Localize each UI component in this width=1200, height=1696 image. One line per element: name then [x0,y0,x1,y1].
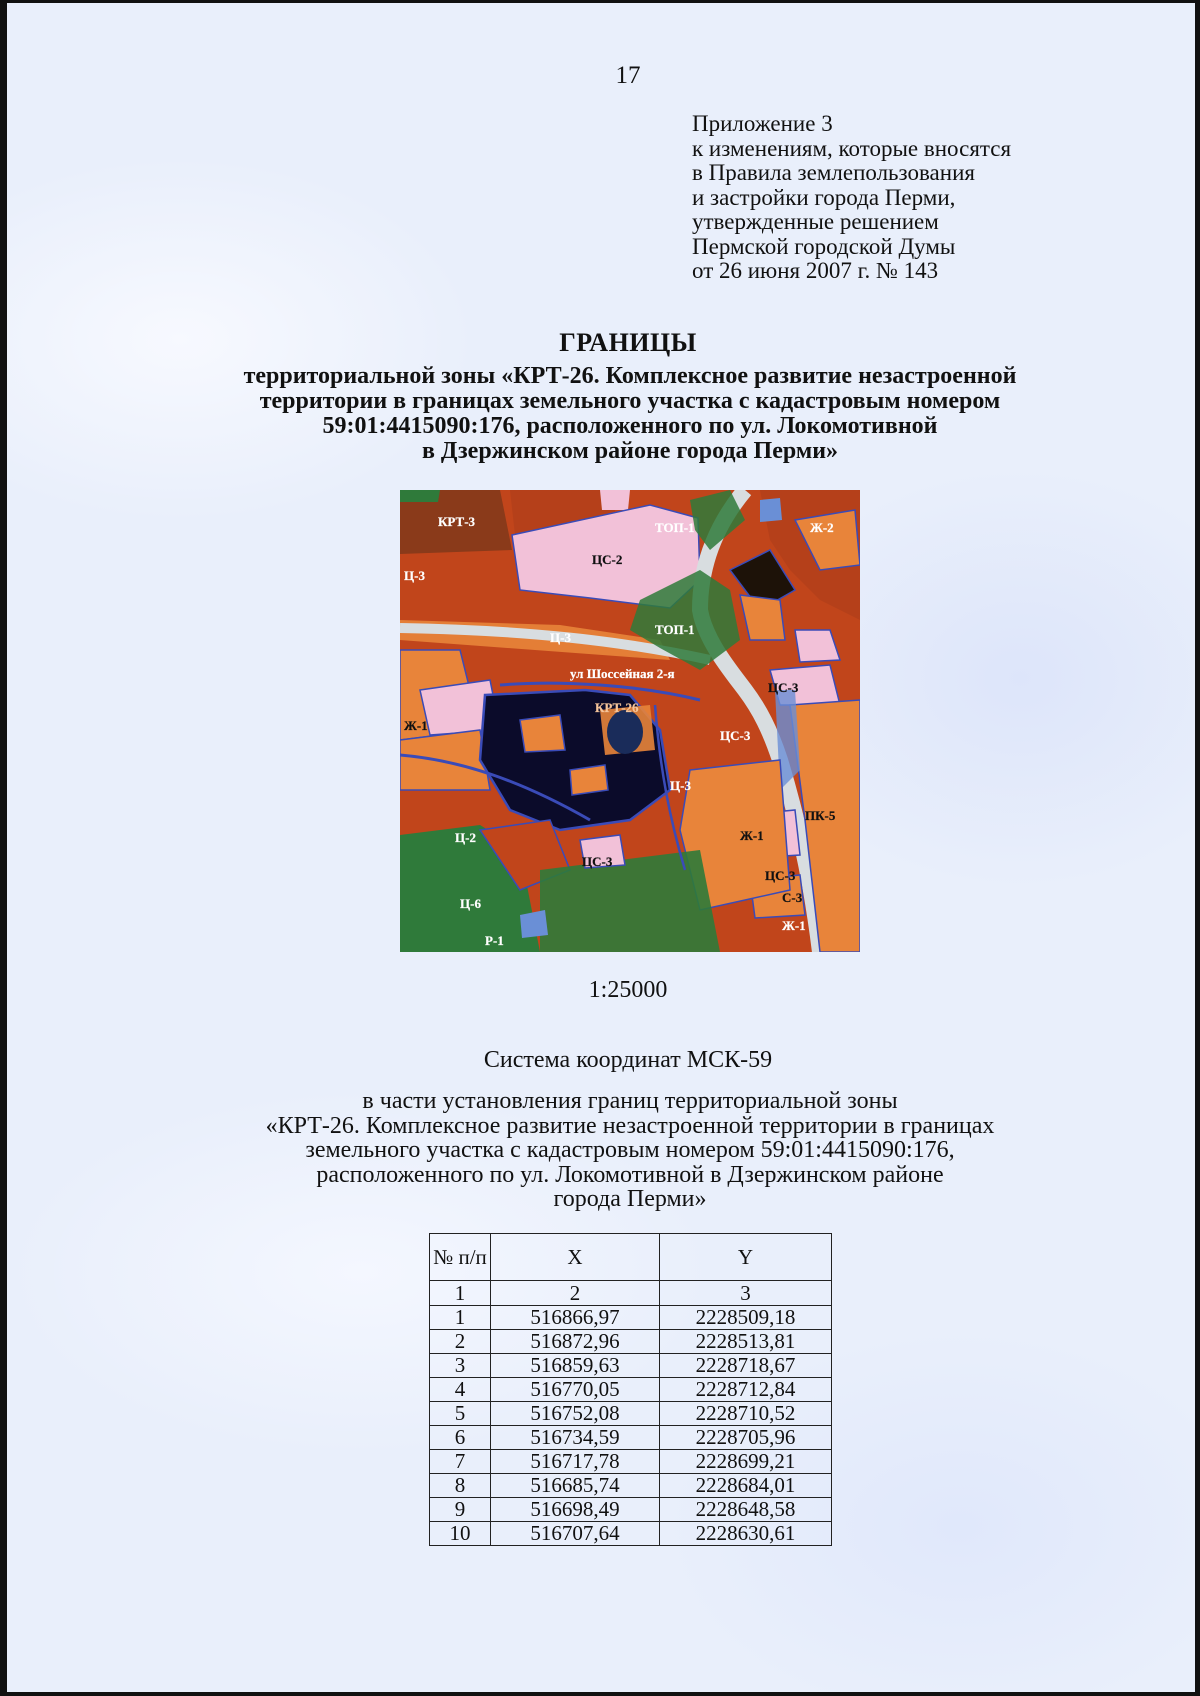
appendix-line: в Правила землепользования [692,160,975,185]
crs-description-line: «КРТ-26. Комплексное развитие незастроенной территории в границах [265,1112,995,1139]
map-label: Ж-1 [782,918,806,933]
cell-x: 516752,08 [491,1402,660,1426]
appendix-line: к изменениям, которые вносятся [692,135,1012,161]
appendix-line: от 26 июня 2007 г. № 143 [692,258,939,283]
column-number: 1 [430,1281,491,1306]
map-label: Ж-1 [740,828,764,843]
map-label: ул Шоссейная 2-я [570,666,675,681]
map-label: Ц-2 [455,830,476,845]
cell-x: 516707,64 [491,1522,660,1546]
map-label: ЦС-3 [768,680,799,695]
map-label: Ж-1 [404,718,428,733]
map-label: Ц-3 [670,778,691,793]
crs-description-line: расположенного по ул. Локомотивной в Дзержинском районе [316,1161,944,1188]
map-label: ЦС-2 [592,552,623,567]
cell-y: 2228705,96 [660,1426,832,1450]
cell-y: 2228712,84 [660,1378,832,1402]
appendix-line: и застройки города Перми, [692,184,956,210]
map-label: Ц-3 [550,630,571,645]
cell-x: 516698,49 [491,1498,660,1522]
map-label: ТОП-1 [655,622,695,637]
header-x: X [491,1234,660,1281]
table-row [430,1522,832,1546]
subtitle-line: территории в границах земельного участка с кадастровым номером [259,388,1001,414]
table-row [430,1378,832,1402]
table-row [430,1330,832,1354]
cell-y: 2228513,81 [660,1330,832,1354]
table-row [430,1474,832,1498]
cell-n: 8 [430,1474,491,1498]
map-label: КРТ-26 [595,700,639,715]
cell-y: 2228710,52 [660,1402,832,1426]
cell-n: 7 [430,1450,491,1474]
crs-description-line: города Перми» [553,1186,707,1212]
document-subtitle [180,364,1080,464]
subtitle-line: территориальной зоны «КРТ-26. Комплексное развитие незастроенной [243,363,1017,389]
zoning-map [400,490,860,952]
map-label: КРТ-3 [438,514,476,529]
cell-x: 516866,97 [491,1306,660,1330]
cell-x: 516685,74 [491,1474,660,1498]
map-label: Ж-2 [810,520,834,535]
cell-n: 1 [430,1306,491,1330]
appendix-line: Приложение 3 [692,111,833,136]
appendix-line: Пермской городской Думы [692,233,956,259]
table-row [430,1354,832,1378]
coordinates-table [429,1233,832,1546]
scan-edge-bottom [0,1692,1200,1696]
crs-description-line: в части установления границ территориальной зоны [362,1088,898,1114]
map-label: ЦС-3 [765,868,796,883]
table-row [430,1402,832,1426]
table-row [430,1450,832,1474]
map-label: ЦС-3 [720,728,751,743]
table-row [430,1426,832,1450]
cell-y: 2228718,67 [660,1354,832,1378]
cell-n: 5 [430,1402,491,1426]
cell-x: 516734,59 [491,1426,660,1450]
cell-n: 2 [430,1330,491,1354]
subtitle-line: 59:01:4415090:176, расположенного по ул. Локомотивной [322,413,938,439]
cell-n: 10 [430,1522,491,1546]
map-label: Р-1 [485,933,504,948]
cell-y: 2228648,58 [660,1498,832,1522]
crs-description [150,1089,1110,1212]
scan-edge-right [1195,0,1200,1696]
map-scale: 1:25000 [588,977,668,1003]
cell-y: 2228509,18 [660,1306,832,1330]
map-label: Ц-3 [404,568,425,583]
cell-y: 2228684,01 [660,1474,832,1498]
page-number: 17 [615,62,641,89]
subtitle-line: в Дзержинском районе города Перми» [421,438,839,464]
cell-x: 516859,63 [491,1354,660,1378]
scan-edge-left [0,0,7,1696]
appendix-line: утвержденные решением [692,209,939,234]
column-number: 2 [491,1281,660,1306]
table-row [430,1306,832,1330]
cell-n: 9 [430,1498,491,1522]
scan-edge-top [0,0,1200,3]
map-label: ЦС-3 [582,854,613,869]
cell-y: 2228699,21 [660,1450,832,1474]
map-label: ТОП-1 [655,520,695,535]
cell-x: 516872,96 [491,1330,660,1354]
document-title: ГРАНИЦЫ [559,328,697,357]
appendix-block [692,112,1011,284]
crs-description-line: земельного участка с кадастровым номером 59:01:4415090:176, [305,1137,955,1163]
header-y: Y [660,1234,832,1281]
cell-n: 6 [430,1426,491,1450]
cell-n: 3 [430,1354,491,1378]
map-label: С-3 [782,890,803,905]
cell-x: 516770,05 [491,1378,660,1402]
cell-x: 516717,78 [491,1450,660,1474]
header-num: № п/п [430,1234,491,1281]
column-number: 3 [660,1281,832,1306]
crs-title: Система координат МСК-59 [483,1047,773,1073]
cell-n: 4 [430,1378,491,1402]
map-label: Ц-6 [460,896,481,911]
map-label: ПК-5 [805,808,836,823]
table-row [430,1498,832,1522]
cell-y: 2228630,61 [660,1522,832,1546]
